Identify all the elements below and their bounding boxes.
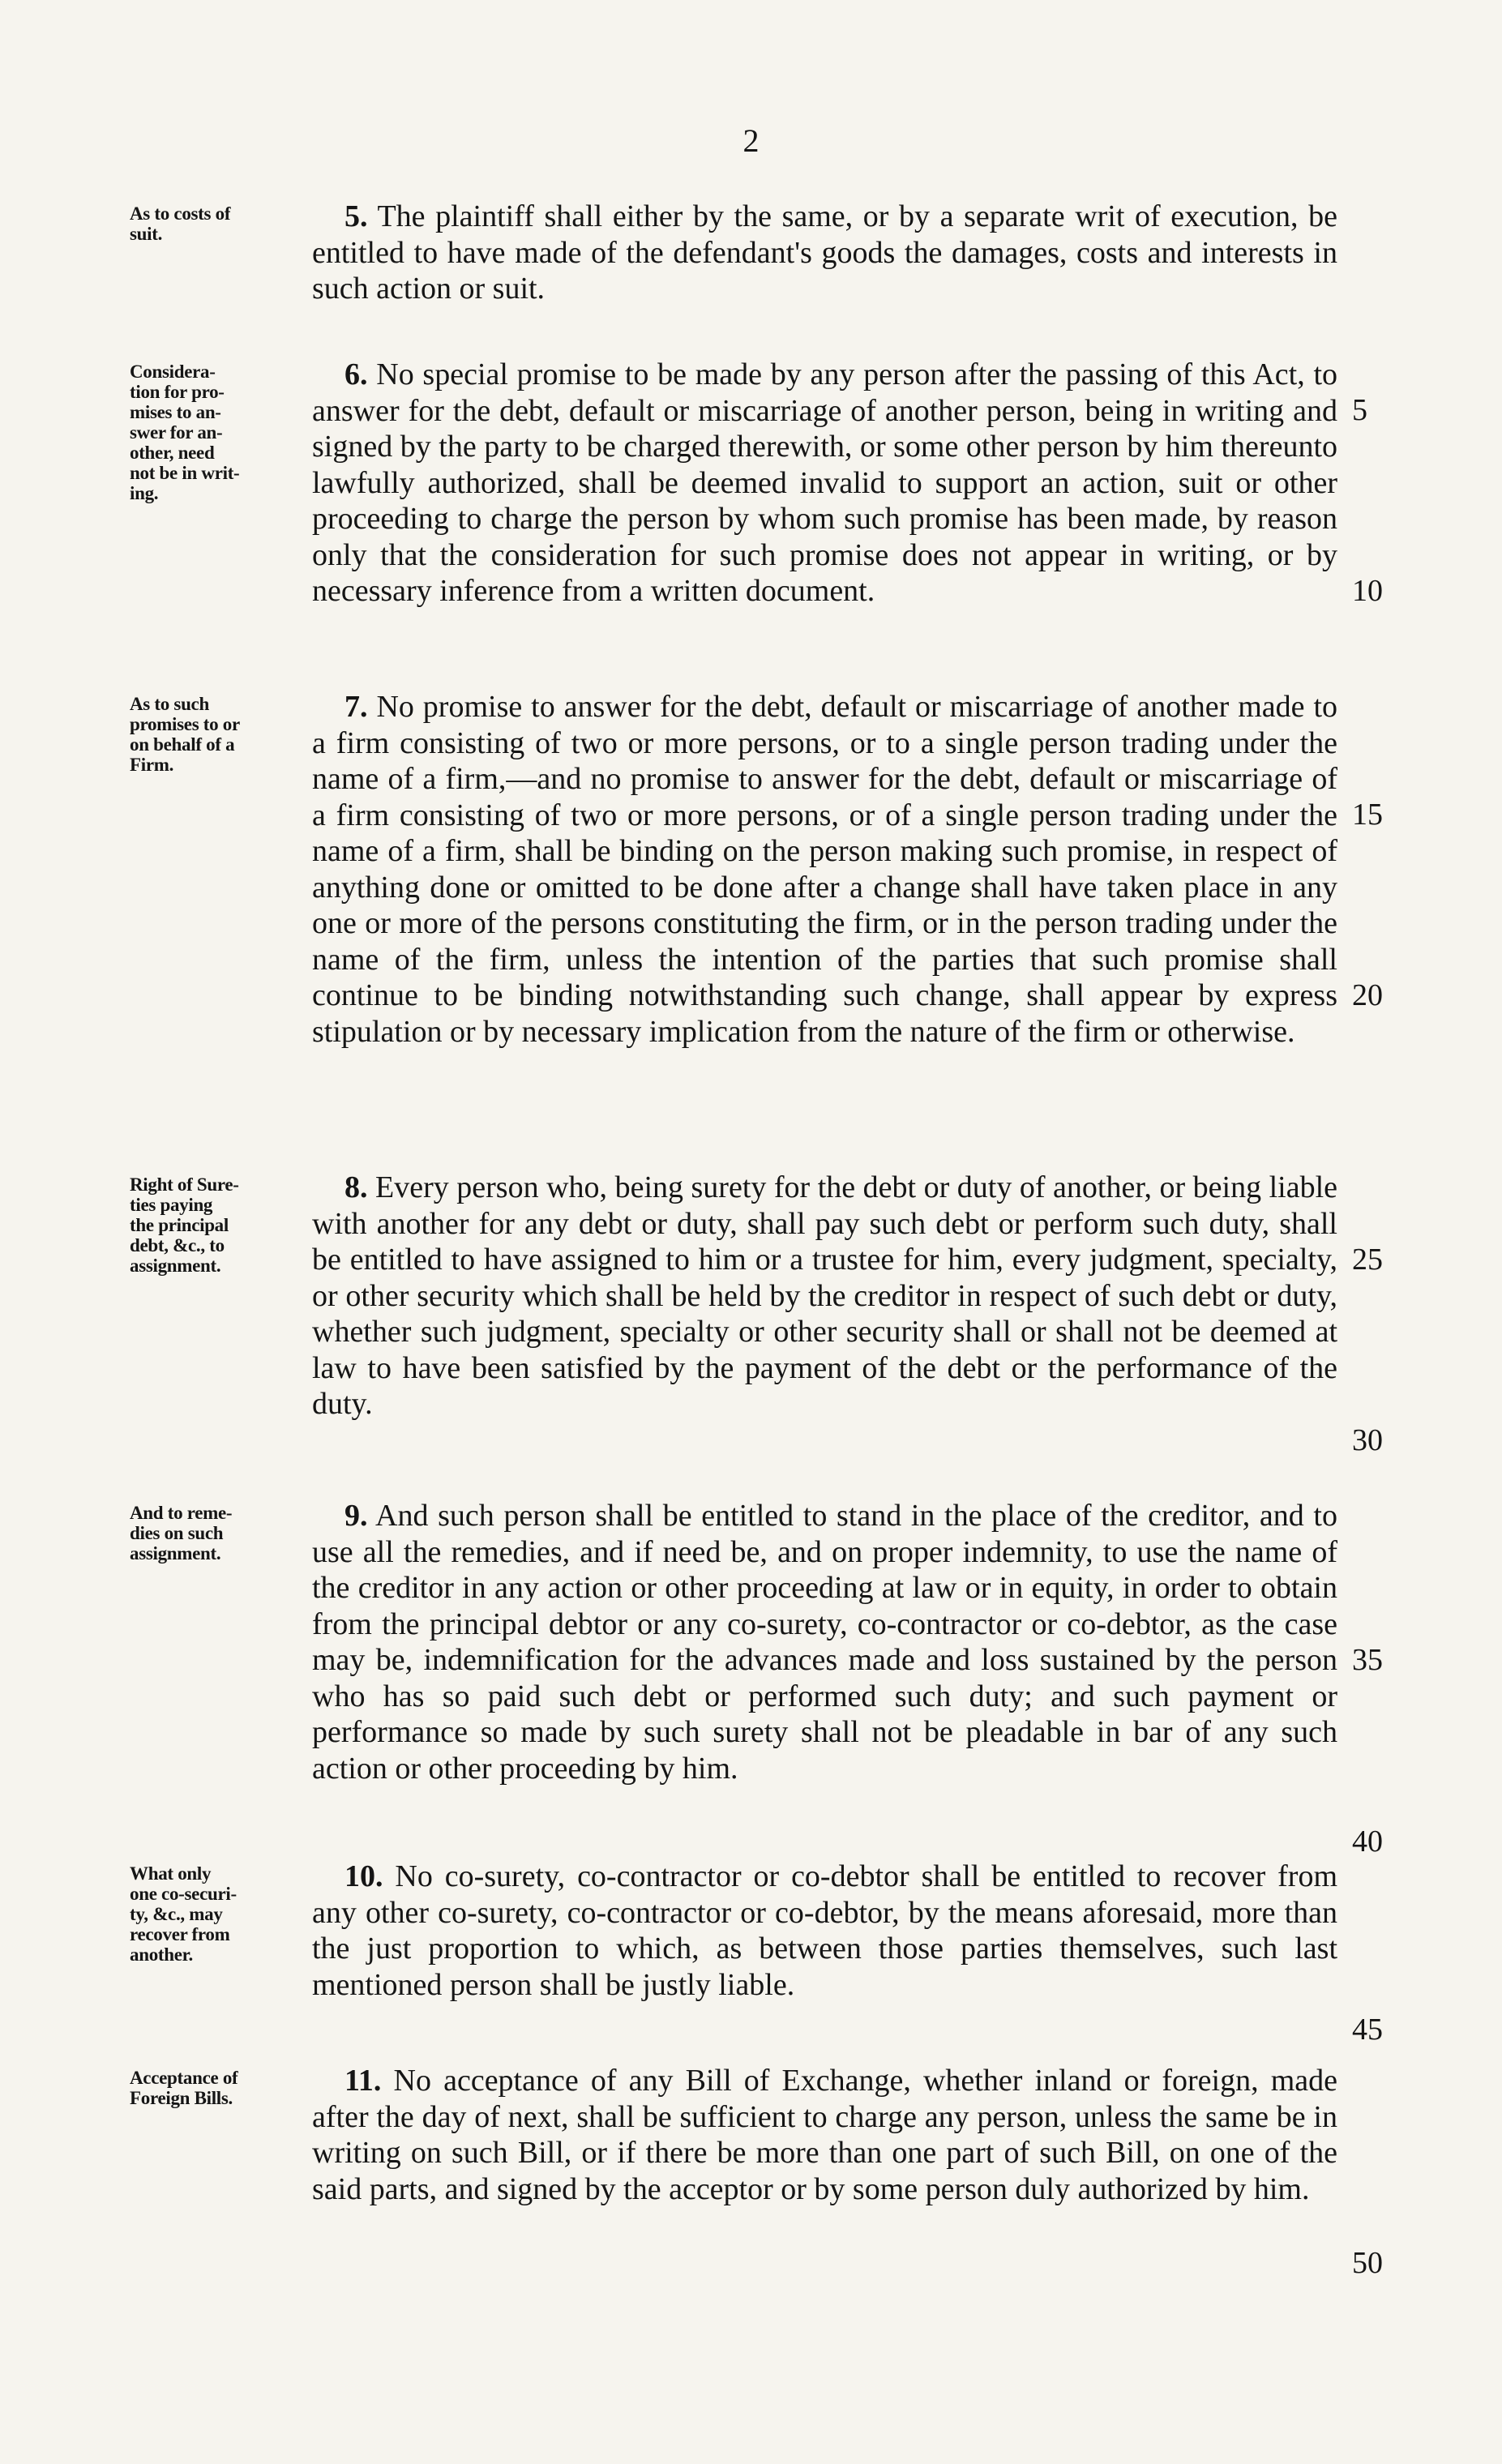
line-number: 45	[1352, 2013, 1383, 2047]
line-number: 35	[1352, 1643, 1383, 1677]
section-text	[312, 1859, 1337, 2003]
margin-note: And to reme- dies on such assignment.	[130, 1503, 233, 1564]
section-number: 7.	[344, 690, 368, 724]
section-text	[312, 2063, 1337, 2207]
section-body: No co-surety, co-contractor or co-debtor shall be entitled to recover from any other co-surety, co-contractor or co-debtor, by the means aforesaid, more than the just proportion to which, as between those parties themselves, such last mentioned person shall be justly liable.	[312, 1859, 1337, 2002]
section-text	[312, 689, 1337, 1050]
line-number: 50	[1352, 2246, 1383, 2280]
section-text	[312, 357, 1337, 610]
margin-note: What only one co-securi- ty, &c., may recover from another.	[130, 1863, 237, 1965]
margin-note: Right of Sure- ties paying the principal debt, &c., to assignment.	[130, 1174, 239, 1276]
section-number: 5.	[344, 199, 368, 233]
section-text	[312, 1498, 1337, 1786]
section-body: No special promise to be made by any person after the passing of this Act, to answer for the debt, default or miscarriage of another person, being in writing and signed by the party to be charged therewith, or some other person by him thereunto lawfully authorized, shall be deemed invalid to support an action, suit or other proceeding to charge the person by whom such promise has been made, by reason only that the consideration for such promise does not appear in writing, or by necessary inference from a written document.	[312, 357, 1338, 608]
section-body: No acceptance of any Bill of Exchange, whether inland or foreign, made after the day of next, shall be sufficient to charge any person, unless the same be in writing on such Bill, or if there be more than one part of such Bill, on one of the said parts, and signed by the acceptor or by some person duly authorized by him.	[312, 2064, 1337, 2206]
margin-note: As to costs of suit.	[130, 203, 231, 244]
line-number: 30	[1352, 1423, 1383, 1457]
section-body: Every person who, being surety for the debt or duty of another, or being liable with another for any debt or duty, shall pay such debt or perform such duty, shall be entitled to have assigned to him or a trustee for him, every judgment, specialty, or other security which shall be held by the creditor in respect of such debt or duty, whether such judgment, specialty or other security shall or shall not be deemed at law to have been satisfied by the payment of the debt or the performance of the duty.	[312, 1170, 1338, 1421]
margin-note: Considera- tion for pro- mises to an- swer for an- other, need not be in writ- ing.	[130, 361, 240, 503]
margin-note: As to such promises to or on behalf of a Firm.	[130, 694, 240, 775]
page-number: 2	[742, 122, 760, 159]
section-text	[312, 1170, 1337, 1422]
margin-note: Acceptance of Foreign Bills.	[130, 2068, 238, 2108]
line-number: 5	[1352, 393, 1367, 427]
section-number: 6.	[344, 357, 368, 391]
line-number: 10	[1352, 574, 1383, 608]
section-text	[312, 199, 1337, 307]
section-number: 8.	[344, 1170, 368, 1204]
section-body: No promise to answer for the debt, default or miscarriage of another made to a firm consisting of two or more persons, or to a single person trading under the name of a firm,—and no promise to answer for the debt, default or miscarriage of a firm consisting of two or more persons, or of a single person trading under the name of a firm, shall be binding on the person making such promise, in respect of anything done or omitted to be done after a change shall have taken place in any one or more of the persons constituting the firm, or in the person trading under the name of the firm, unless the intention of the parties that such promise shall continue to be binding notwithstanding such change, shall appear by express stipulation or by necessary implication from the nature of the firm or otherwise.	[312, 690, 1337, 1049]
line-number: 25	[1352, 1243, 1383, 1277]
line-number: 40	[1352, 1824, 1383, 1859]
section-number: 10.	[344, 1859, 383, 1893]
line-number: 20	[1352, 978, 1383, 1012]
section-body: The plaintiff shall either by the same, or by a separate writ of execution, be entitled to have made of the defendant's goods the damages, costs and interests in such action or suit.	[312, 199, 1337, 306]
section-number: 9.	[344, 1499, 368, 1533]
section-number: 11.	[344, 2064, 382, 2098]
line-number: 15	[1352, 798, 1383, 832]
section-body: And such person shall be entitled to stand in the place of the creditor, and to use all the remedies, and if need be, and on proper indemnity, to use the name of the creditor in any action or other proceeding at law or in equity, in order to obtain from the principal debtor or any co-surety, co-contractor or co-debtor, as the case may be, indemnification for the advances made and loss sustained by the person who has so paid such debt or performed such duty; and such payment or performance so made by such surety shall not be pleadable in bar of any such action or other proceeding by him.	[312, 1499, 1337, 1786]
